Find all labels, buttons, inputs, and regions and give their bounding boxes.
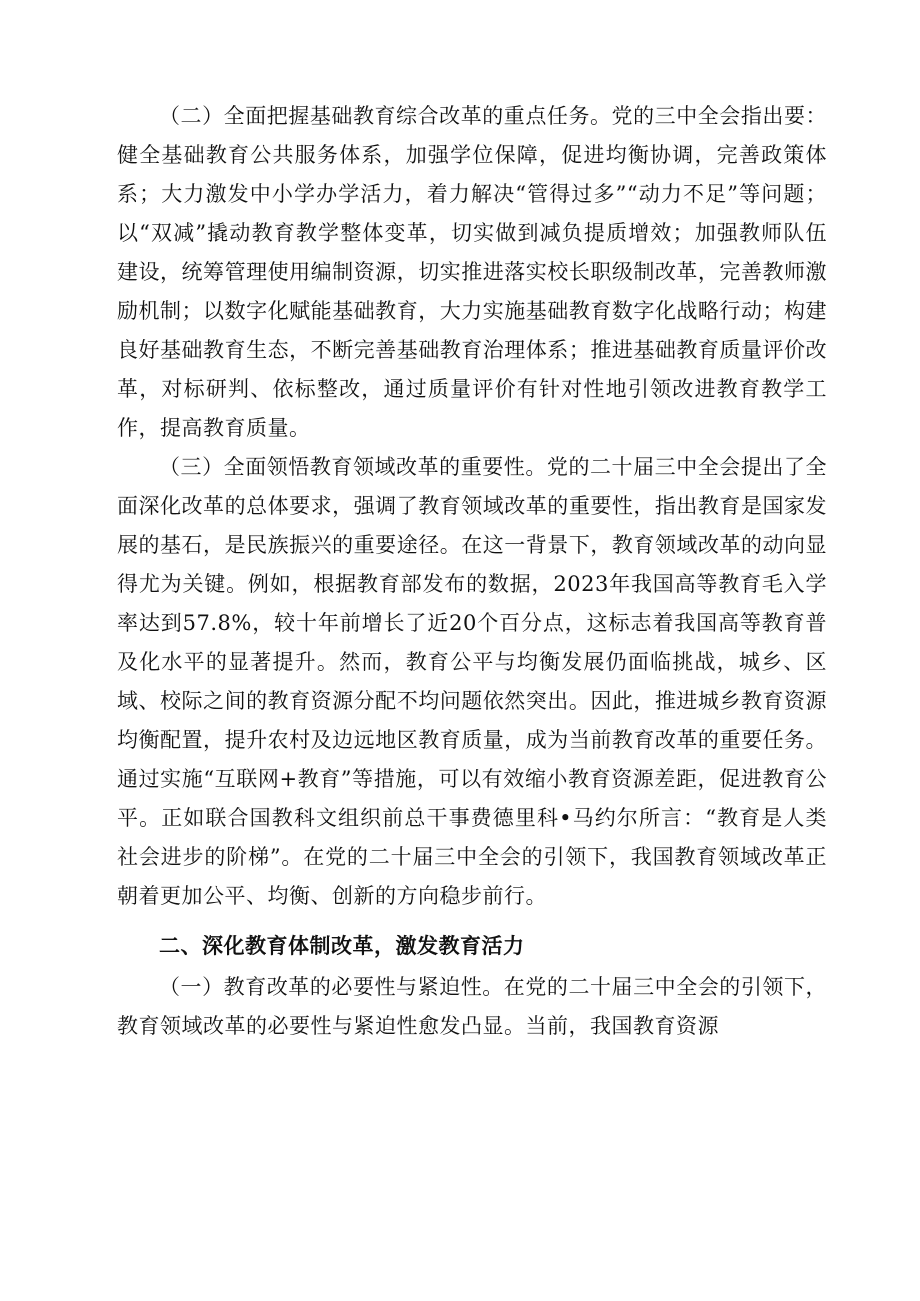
paragraph-importance: （三）全面领悟教育领域改革的重要性。党的二十届三中全会提出了全面深化改革的总体要求，强调了教育领域改革的重要性，指出教育是国家发展的基石，是民族振兴的重要途径。在这一背景下，教育领域改革的动向显得尤为关键。例如，根据教育部发布的数据，2023年我国高等教育毛入学率达到57.8%，较十年前增长了近20个百分点，这标志着我国高等教育普及化水平的显著提升。然而，教育公平与均衡发展仍面临挑战，城乡、区域、校际之间的教育资源分配不均问题依然突出。因此，推进城乡教育资源均衡配置，提升农村及边远地区教育质量，成为当前教育改革的重要任务。通过实施“互联网+教育”等措施，可以有效缩小教育资源差距，促进教育公平。正如联合国教科文组织前总干事费德里科•马约尔所言：“教育是人类社会进步的阶梯”。在党的二十届三中全会的引领下，我国教育领域改革正朝着更加公平、均衡、创新的方向稳步前行。 <box>117 455 827 908</box>
section-heading: 二、深化教育体制改革，激发教育活力 <box>159 934 525 958</box>
paragraph-key-tasks: （二）全面把握基础教育综合改革的重点任务。党的三中全会指出要：健全基础教育公共服务体系，加强学位保障，促进均衡协调，完善政策体系；大力激发中小学办学活力，着力解决“管得过多”“动力不足”等问题；以“双减”撬动教育教学整体变革，切实做到减负提质增效；加强教师队伍建设，统筹管理使用编制资源，切实推进落实校长职级制改革，完善教师激励机制；以数字化赋能基础教育，大力实施基础教育数字化战略行动；构建良好基础教育生态，不断完善基础教育治理体系；推进基础教育质量评价改革，对标研判、依标整改，通过质量评价有针对性地引领改进教育教学工作，提高教育质量。 <box>117 104 827 440</box>
document-body <box>117 97 827 1046</box>
paragraph-necessity: （一）教育改革的必要性与紧迫性。在党的二十届三中全会的引领下，教育领域改革的必要性与紧迫性愈发凸显。当前，我国教育资源 <box>117 975 827 1038</box>
